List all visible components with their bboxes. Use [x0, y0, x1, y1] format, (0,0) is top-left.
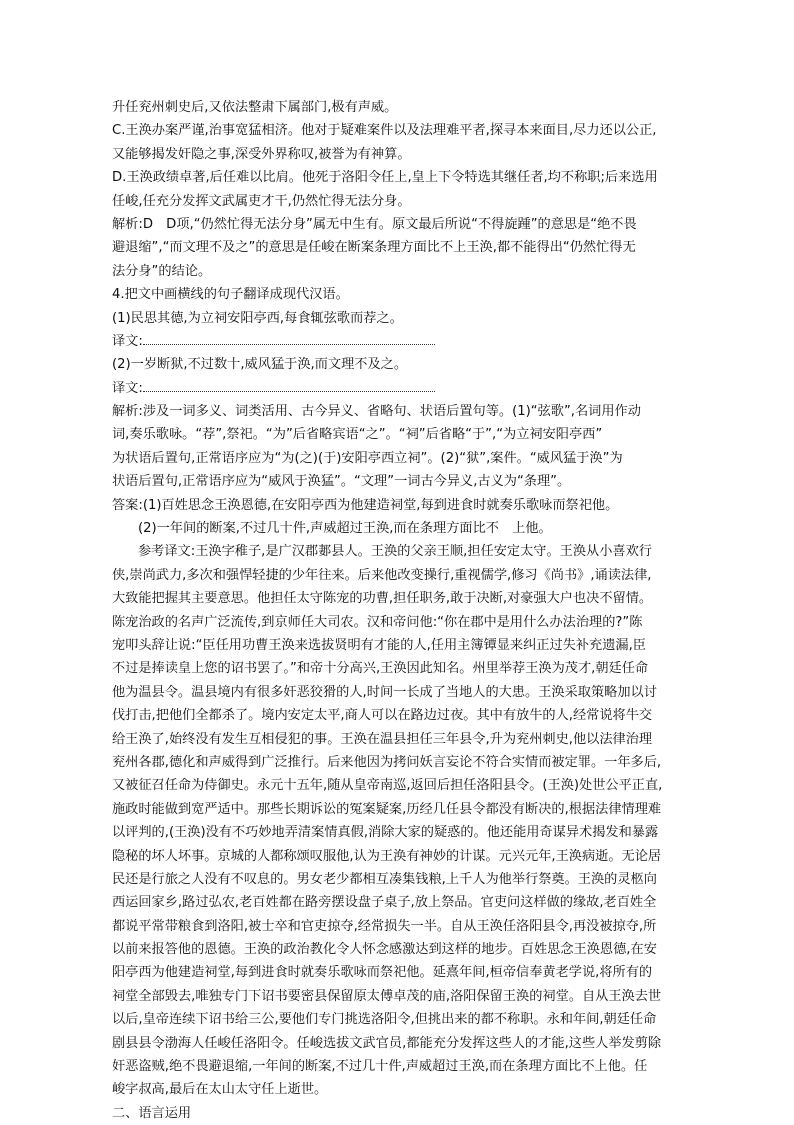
option-c-line: C.王涣办案严谨,治事宽猛相济。他对于疑难案件以及法理难平者,探寻本来面目,尽力还以公正,: [112, 123, 657, 139]
text-line: 侠,崇尚武力,多次和强悍轻捷的少年往来。后来他改变操行,重视儒学,修习《尚书》,诵读法律,: [112, 567, 652, 583]
sentence-1: (1)民思其德,为立祠安阳亭西,每食辄弦歌而荐之。: [112, 310, 403, 326]
text-line: 法分身”的结论。: [112, 263, 212, 279]
text-line: 峻字叔高,最后在太山太守任上逝世。: [112, 1082, 328, 1098]
text-line: 不过是捧读皇上您的诏书罢了。”和帝十分高兴,王涣因此知名。州里举荐王涣为茂才,朝廷任命: [112, 661, 649, 677]
sentence-2: (2)一岁断狱,不过数十,威风猛于涣,而文理不及之。: [112, 357, 408, 373]
text-line: 宠叩头辞让说:“臣任用功曹王涣来选拔贤明有才能的人,任用主簿镡显来纠正过失补充遗漏,臣: [112, 637, 646, 653]
text-line: 祠堂全部毁去,唯独专门下诏书要密县保留原太傅卓茂的庙,洛阳保留王涣的祠堂。自从王涣去世: [112, 988, 662, 1004]
text-line: 升任兖州刺史后,又依法整肃下属部门,极有声威。: [112, 100, 398, 115]
text-line: 以后,皇帝连续下诏书给三公,要他们专门挑选洛阳令,但挑出来的都不称职。永和年间,朝廷任命: [112, 1012, 657, 1028]
text-line: 词,奏乐歌咏。“荐”,祭祀。“为”后省略宾语“之”。“祠”后省略“于”,“为立祠安阳亭西”: [112, 427, 603, 443]
text-line: 大致能把握其主要意思。他担任太守陈宠的功曹,担任职务,敢于决断,对豪强大户也决不留情。: [112, 591, 653, 607]
analysis-line: 解析:D D项,“仍然忙得无法分身”属无中生有。原文最后所说“不得旋踵”的意思是“绝不畏: [112, 216, 637, 232]
answer-blank: [143, 330, 435, 345]
translation-label: 译文:: [112, 333, 143, 349]
text-line: 又能够揭发奸隐之事,深受外界称叹,被誉为有神算。: [112, 146, 411, 162]
text-line: 都说平常带粮食到洛阳,被士卒和官吏掠夺,经常损失一半。自从王涣任洛阳县令,再没被掠夺,所: [112, 918, 657, 934]
text-line: 任峻,任充分发挥文武属吏才干,仍然忙得无法分身。: [112, 193, 411, 209]
text-line: 他为温县令。温县境内有很多奸恶狡猾的人,时间一长成了当地人的大患。王涣采取策略加以讨: [112, 684, 657, 700]
text-line: 陈宠治政的名声广泛流传,到京师任大司农。汉和帝问他:“你在郡中是用什么办法治理的?”陈: [112, 614, 643, 630]
section-heading: 二、语言运用: [112, 1105, 192, 1121]
question-4-heading: 4.把文中画横线的句子翻译成现代汉语。: [112, 287, 349, 303]
text-line: 隐秘的坏人坏事。京城的人都称颂叹服他,认为王涣有神妙的计谋。元兴元年,王涣病逝。无论居: [112, 848, 662, 864]
text-line: 为状语后置句,正常语序应为“为(之)(于)安阳亭西立祠”。(2)“狱”,案件。“威风猛于涣”为: [112, 450, 623, 466]
text-line: 伐打击,把他们全都杀了。境内安定太平,商人可以在路边过夜。其中有放牛的人,经常说将牛交: [112, 708, 653, 724]
answer-line: 答案:(1)百姓思念王涣恩德,在安阳亭西为他建造祠堂,每到进食时就奏乐歌咏而祭祀他。: [112, 497, 619, 513]
text-line: 给王涣了,始终没有发生互相侵犯的事。王涣在温县担任三年县令,升为兖州刺史,他以法律治理: [112, 731, 653, 747]
text-line: 奸恶盗贼,绝不畏避退缩,一年间的断案,不过几十件,声威超过王涣,而在条理方面比不上他。任: [112, 1059, 648, 1075]
text-line: 以前来报答他的恩德。王涣的政治教化令人怀念感激达到这样的地步。百姓思念王涣恩德,在安: [112, 942, 657, 958]
translation-answer-line: [112, 377, 688, 400]
text-line: 施政时能做到宽严适中。那些长期诉讼的冤案疑案,历经几任县令都没有断决的,根据法律情理难: [112, 801, 662, 817]
text-line: 又被征召任命为侍御史。永元十五年,随从皇帝南巡,返回后担任洛阳县令。(王涣)处世公平正直,: [112, 778, 663, 794]
option-d-line: D.王涣政绩卓著,后任难以比肩。他死于洛阳令任上,皇上下令特选其继任者,均不称职;后来选用: [112, 170, 658, 186]
document-page: [112, 96, 688, 1125]
answer-blank: [143, 377, 435, 392]
answer-line: (2)一年间的断案,不过几十件,声威超过王涣,而在条理方面比不 上他。: [138, 521, 552, 537]
translation-answer-line: [112, 330, 688, 353]
reference-translation-start: 参考译文:王涣字稚子,是广汉郡郪县人。王涣的父亲王顺,担任安定太守。王涣从小喜欢行: [138, 544, 652, 560]
translation-label: 译文:: [112, 380, 143, 396]
text-line: 避退缩”,“而文理不及之”的意思是任峻在断案条理方面比不上王涣,都不能得出“仍然忙得无: [112, 240, 636, 256]
text-line: 阳亭西为他建造祠堂,每到进食时就奏乐歌咏而祭祀他。延熹年间,桓帝信奉黄老学说,将所有的: [112, 965, 653, 981]
text-line: 剧县县令渤海人任峻任洛阳令。任峻选拔文武官员,都能充分发挥这些人的才能,这些人举发剪除: [112, 1035, 662, 1051]
analysis-line: 解析:涉及一词多义、词类活用、古今异义、省略句、状语后置句等。(1)“弦歌”,名词用作动: [112, 404, 641, 420]
text-line: 以评判的,(王涣)没有不巧妙地弄清案情真假,消除大家的疑惑的。他还能用奇谋异术揭发和暴露: [112, 825, 659, 841]
text-line: 兖州各郡,德化和声威得到广泛推行。后来他因为拷问妖言妄论不符合实情而被定罪。一年多后,: [112, 754, 662, 770]
text-line: 状语后置句,正常语序应为“威风于涣猛”。“文理”一词古今异义,古义为“条理”。: [112, 474, 571, 490]
text-line: 西运回家乡,路过弘农,老百姓都在路旁摆设盘子桌子,放上祭品。官吏问这样做的缘故,老百姓全: [112, 895, 657, 911]
text-line: 民还是行旅之人没有不叹息的。男女老少都相互凑集钱粮,上千人为他举行祭奠。王涣的灵柩向: [112, 871, 657, 887]
